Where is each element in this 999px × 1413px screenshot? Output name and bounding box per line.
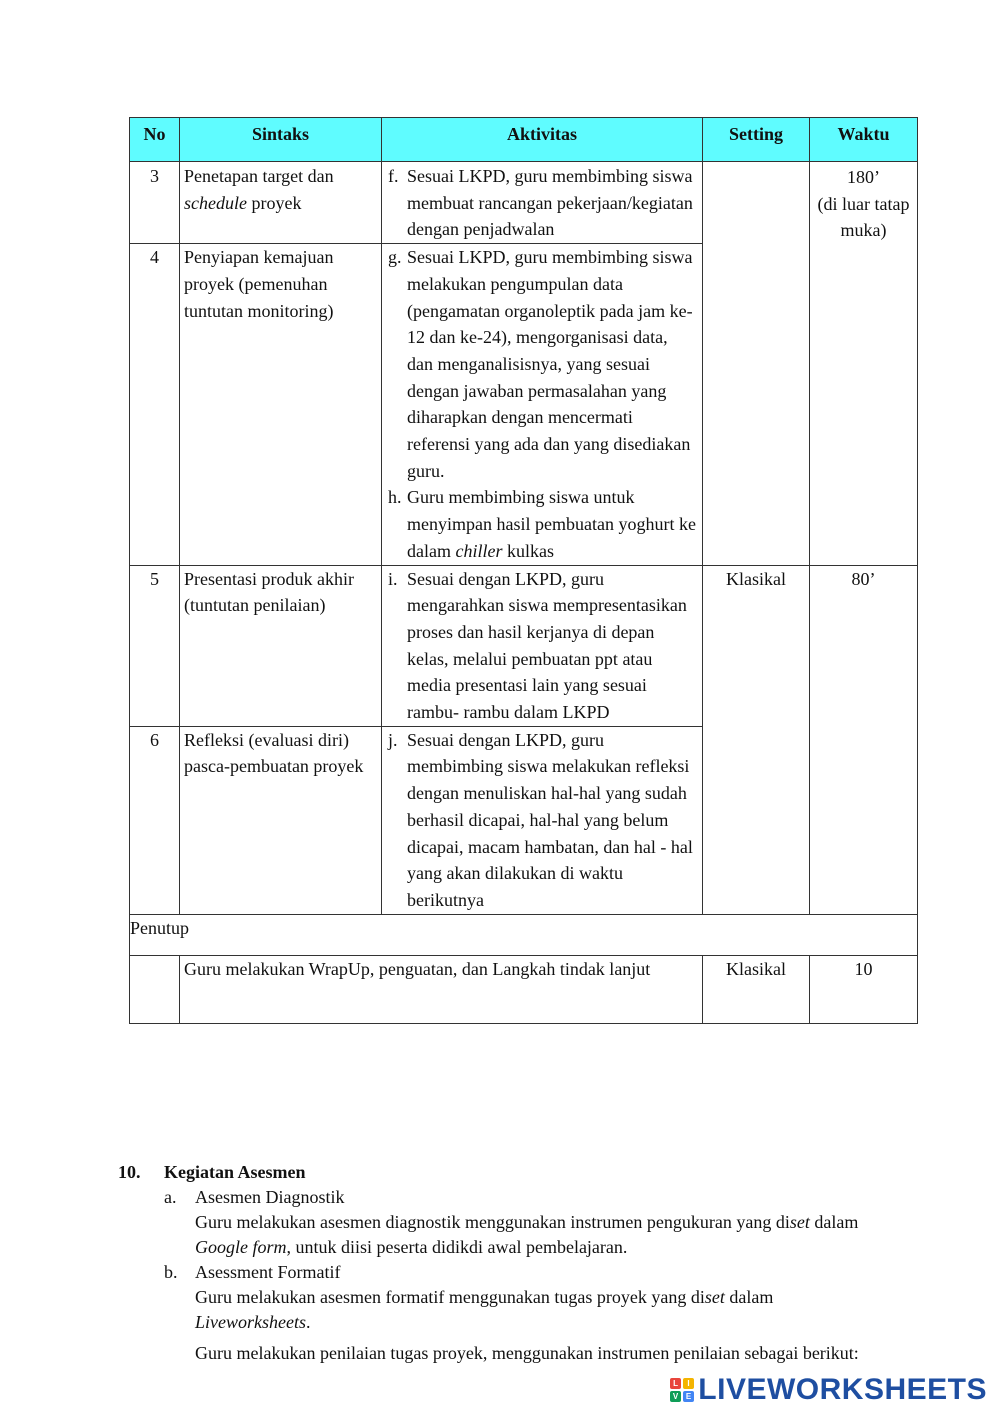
text-italic: set (704, 1287, 725, 1307)
item-text: Guru melakukan penilaian tugas proyek, menggunakan instrumen penilaian sebagai berikut: (195, 1343, 859, 1363)
sintaks-text: Penetapan target dan (184, 166, 334, 186)
text-part: Guru melakukan asesmen formatif menggunakan tugas proyek yang di (195, 1287, 705, 1307)
activity-marker: f. (388, 166, 399, 186)
text-part: dalam (724, 1287, 774, 1307)
assessment-heading (118, 1160, 898, 1185)
item-text (195, 1285, 898, 1335)
assessment-item-a (164, 1185, 898, 1260)
text-italic: set (789, 1212, 810, 1232)
row-no: 4 (130, 244, 180, 565)
activity-text: Sesuai dengan LKPD, guru mengarahkan siswa mempresentasikan proses dan hasil kerjanya di depan kelas, melalui pembuatan ppt atau media presentasi lain yang sesuai rambu- rambu dalam LKPD (407, 568, 687, 723)
row-activity (382, 244, 703, 565)
row-setting (703, 162, 810, 566)
text-part: dalam (809, 1212, 859, 1232)
row-no: 3 (130, 162, 180, 244)
section-row (130, 914, 918, 955)
closing-activity: Guru melakukan WrapUp, penguatan, dan Langkah tindak lanjut (180, 955, 703, 1023)
activity-marker: i. (388, 568, 398, 589)
activity-text: Sesuai LKPD, guru membimbing siswa membuat rancangan pekerjaan/kegiatan dengan penjadwalan (407, 166, 693, 240)
row-setting: Klasikal (703, 565, 810, 914)
item-title: Asesmen Diagnostik (195, 1187, 345, 1207)
activity-text (407, 484, 698, 564)
assessment-item-b (164, 1260, 898, 1366)
table-row (130, 565, 918, 726)
row-activity (382, 726, 703, 914)
item-marker: a. (164, 1187, 177, 1207)
activity-text-part: kulkas (502, 540, 554, 561)
text-part: Guru melakukan asesmen diagnostik menggunakan instrumen pengukuran yang di (195, 1212, 790, 1232)
closing-waktu: 10 (810, 955, 918, 1023)
header-waktu: Waktu (810, 118, 918, 162)
waktu-line: muka) (840, 220, 887, 241)
assessment-section (118, 1160, 898, 1366)
sintaks-text: proyek (246, 192, 302, 213)
table-row (130, 955, 918, 1023)
table-row (130, 162, 918, 244)
header-aktivitas: Aktivitas (382, 118, 703, 162)
row-waktu: 80’ (810, 565, 918, 914)
row-activity (382, 162, 703, 244)
activity-text: Sesuai dengan LKPD, guru membimbing siswa melakukan refleksi dengan menuliskan hal-hal yang sudah berhasil dicapai, hal-hal yang belum dicapai, macam hambatan, dan hal - hal yang akan dilakukan di waktu berikutnya (407, 729, 693, 910)
activity-italic: chiller (455, 540, 503, 561)
text-part: , untuk diisi peserta didikdi awal pembelajaran. (286, 1237, 628, 1257)
section-label: Penutup (130, 914, 918, 955)
row-sintaks: Presentasi produk akhir (tuntutan penilaian) (180, 565, 382, 726)
activity-marker: g. (388, 247, 402, 268)
item-title: Asessment Formatif (195, 1262, 341, 1282)
logo-grid-icon: L I V E (670, 1378, 694, 1402)
table-header-row (130, 118, 918, 162)
section-title: Kegiatan Asesmen (164, 1162, 306, 1182)
row-waktu (810, 162, 918, 566)
section-number: 10. (118, 1162, 141, 1182)
header-sintaks: Sintaks (180, 118, 382, 162)
activity-text-part: Guru membimbing siswa untuk menyimpan hasil pembuatan yoghurt ke dalam (407, 487, 696, 561)
header-setting: Setting (703, 118, 810, 162)
sintaks-italic: schedule (184, 192, 247, 213)
liveworksheets-logo (670, 1373, 987, 1407)
learning-activities-table (129, 117, 918, 1024)
row-sintaks: Refleksi (evaluasi diri) pasca-pembuatan proyek (180, 726, 382, 914)
header-no: No (130, 118, 180, 162)
text-italic: Google form (195, 1237, 287, 1257)
waktu-line: (di luar tatap (817, 193, 910, 214)
row-activity (382, 565, 703, 726)
waktu-line: 180’ (847, 167, 880, 187)
row-no: 6 (130, 726, 180, 914)
item-marker: b. (164, 1262, 178, 1282)
text-part: . (305, 1312, 311, 1332)
row-sintaks: Penyiapan kemajuan proyek (pemenuhan tuntutan monitoring) (180, 244, 382, 565)
row-sintaks (180, 162, 382, 244)
activity-text: Sesuai LKPD, guru membimbing siswa melakukan pengumpulan data (pengamatan organoleptik pada jam ke-12 dan ke-24), mengorganisasi data, dan menganalisisnya, yang sesuai dengan jawaban permasalahan yang diharapkan dengan mencermati referensi yang ada dan yang disediakan guru. (407, 247, 693, 481)
text-italic: Liveworksheets (195, 1312, 306, 1332)
activity-marker: j. (388, 729, 398, 750)
logo-text: LIVEWORKSHEETS (698, 1373, 987, 1406)
item-text (195, 1210, 898, 1260)
closing-setting: Klasikal (703, 955, 810, 1023)
row-no (130, 955, 180, 1023)
row-no: 5 (130, 565, 180, 726)
activity-marker: h. (388, 487, 402, 508)
